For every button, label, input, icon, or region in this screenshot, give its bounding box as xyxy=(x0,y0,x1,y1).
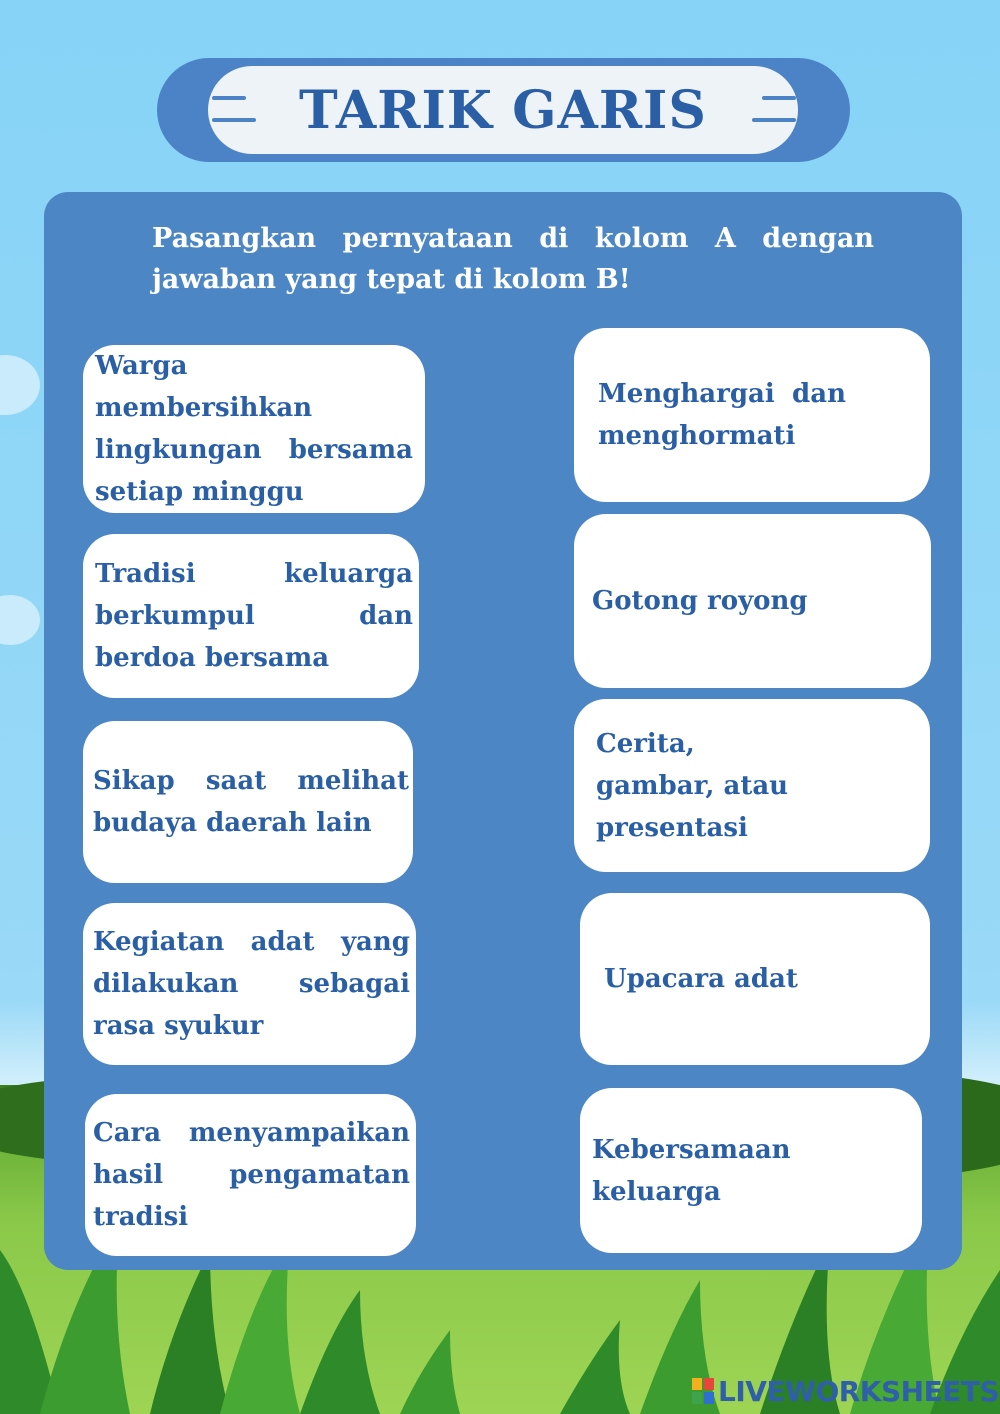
page-title: TARIK GARIS xyxy=(299,79,707,141)
liveworksheets-logo xyxy=(692,1374,999,1408)
liveworksheets-watermark: LIVEWORKSHEETS xyxy=(718,1374,1000,1408)
column-b-item-text: Cerita, gambar, atau presentasi xyxy=(596,728,789,843)
column-a-item-text: Kegiatan adat yang dilakukan sebagai rasa syukur xyxy=(93,927,410,1041)
column-b-item-5[interactable] xyxy=(580,1088,922,1253)
column-b-item-2[interactable] xyxy=(574,514,931,688)
column-b-item-text: Kebersamaan keluarga xyxy=(592,1134,791,1207)
column-a-item-text: Tradisi keluarga berkumpul dan berdoa bersama xyxy=(95,559,413,673)
column-a-item-4[interactable] xyxy=(83,903,416,1065)
cloud-left xyxy=(0,355,40,415)
liveworksheets-icon xyxy=(692,1378,714,1404)
column-b-item-4[interactable] xyxy=(580,893,930,1065)
column-a-item-1[interactable] xyxy=(83,345,425,513)
cloud-left-2 xyxy=(0,595,40,645)
column-b-item-text: Upacara adat xyxy=(604,964,798,994)
column-a-item-text: Sikap saat melihat budaya daerah lain xyxy=(93,766,409,838)
column-b-item-3[interactable] xyxy=(574,699,930,872)
column-a-item-3[interactable] xyxy=(83,721,413,883)
column-a-item-text: Cara menyampaikan hasil pengamatan tradisi xyxy=(93,1118,410,1232)
column-a-item-5[interactable] xyxy=(85,1094,416,1256)
column-b-item-1[interactable] xyxy=(574,328,930,502)
instruction-text: Pasangkan pernyataan di kolom A dengan jawaban yang tepat di kolom B! xyxy=(152,223,874,295)
column-b-item-text: Menghargai dan menghormati xyxy=(598,379,846,451)
column-a-item-text: Warga membersihkan lingkungan bersama setiap minggu xyxy=(95,351,413,507)
column-a-item-2[interactable] xyxy=(83,534,419,698)
column-b-item-text: Gotong royong xyxy=(592,586,808,616)
